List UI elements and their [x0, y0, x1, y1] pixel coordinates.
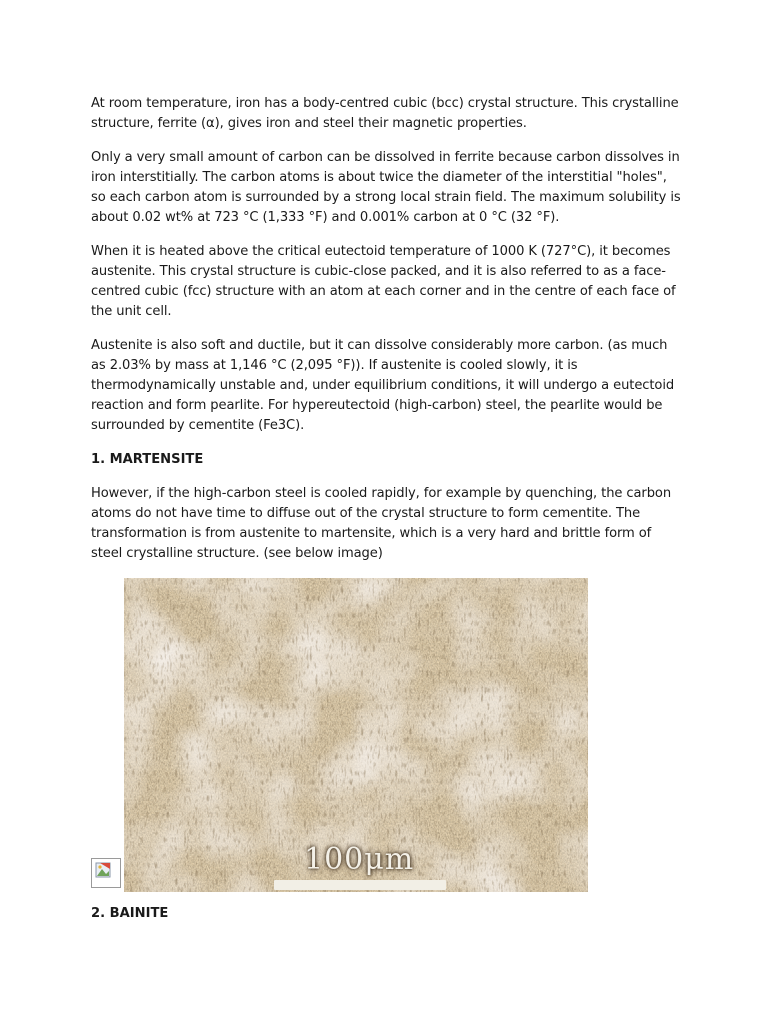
paragraph-austenite-heating: When it is heated above the critical eutectoid temperature of 1000 K (727°C), it becomes austenite. This crystal structure is cubic-close packed, and it is also referred to as a face-centred cubic (fcc) structure with an atom at each corner and in the centre of each face of the unit cell. — [91, 244, 676, 319]
broken-image-icon — [91, 858, 121, 888]
micrograph-scale-label: 100μm — [304, 842, 415, 877]
heading-bainite: 2. BAINITE — [91, 906, 169, 921]
micrograph-scale-bar — [274, 880, 446, 890]
heading-martensite: 1. MARTENSITE — [91, 452, 204, 467]
paragraph-austenite-properties: Austenite is also soft and ductile, but it can dissolve considerably more carbon. (as much as 2.03% by mass at 1,146 °C (2,095 °F)). If austenite is cooled slowly, it is thermodynamically unstable and, under equilibrium conditions, it will undergo a eutectoid reaction and form pearlite. For hypereutectoid (high-carbon) steel, the pearlite would be surrounded by cementite (Fe3C). — [91, 338, 675, 433]
document-body — [91, 94, 681, 938]
paragraph-ferrite: At room temperature, iron has a body-centred cubic (bcc) crystal structure. This crystalline structure, ferrite (α), gives iron and steel their magnetic properties. — [91, 96, 679, 131]
martensite-figure — [91, 578, 681, 892]
paragraph-martensite: However, if the high-carbon steel is cooled rapidly, for example by quenching, the carbon atoms do not have time to diffuse out of the crystal structure to form cementite. The transformation is from austenite to martensite, which is a very hard and brittle form of steel crystalline structure. (see below image) — [91, 486, 672, 561]
paragraph-carbon-solubility: Only a very small amount of carbon can be dissolved in ferrite because carbon dissolves in iron interstitially. The carbon atoms is about twice the diameter of the interstitial "holes", so each carbon atom is surrounded by a strong local strain field. The maximum solubility is about 0.02 wt% at 723 °C (1,333 °F) and 0.001% carbon at 0 °C (32 °F). — [91, 150, 681, 225]
martensite-micrograph — [124, 578, 588, 892]
